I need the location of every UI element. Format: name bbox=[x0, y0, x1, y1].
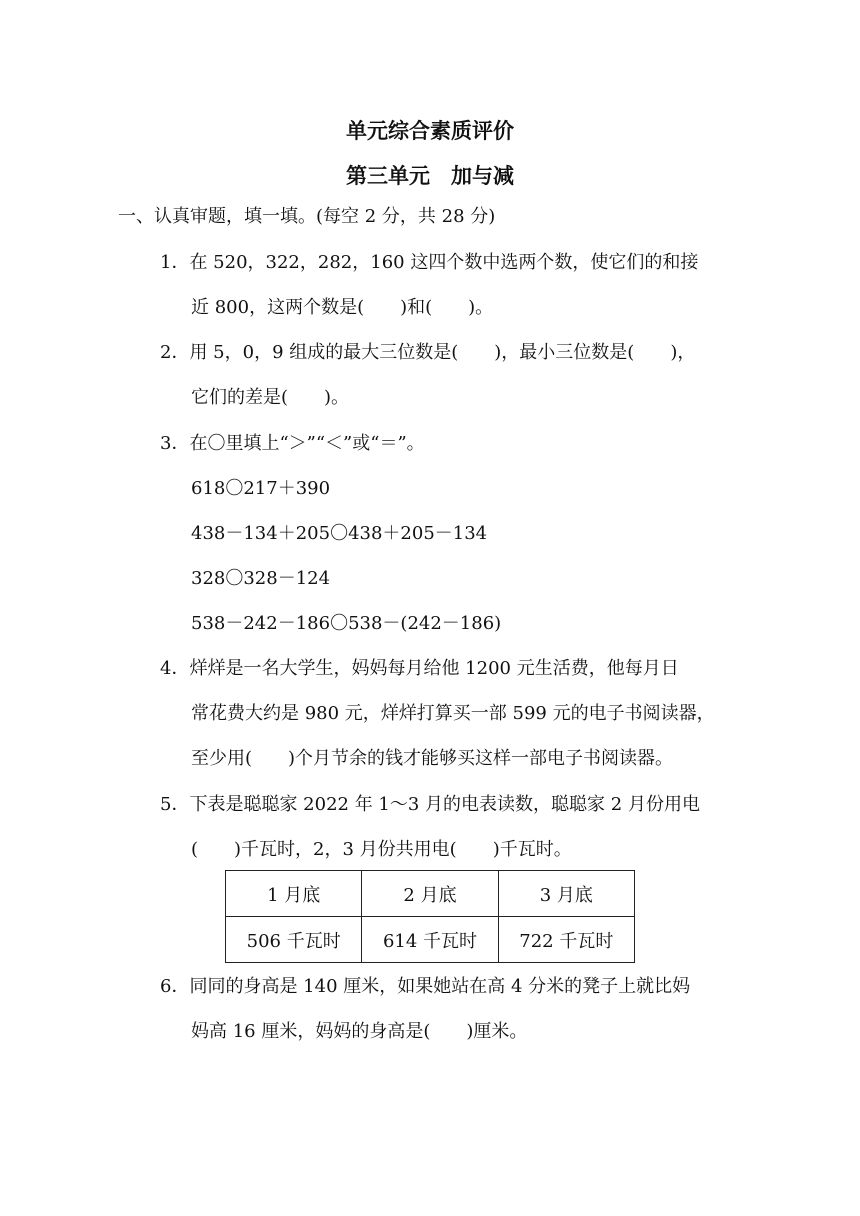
table-cell: 614 千瓦时 bbox=[362, 917, 498, 963]
table-header-cell: 1 月底 bbox=[226, 871, 362, 917]
question-5-line-1: 5．下表是聪聪家 2022 年 1～3 月的电表读数，聪聪家 2 月份用电 bbox=[160, 794, 700, 815]
question-4-line-2: 常花费大约是 980 元，烊烊打算买一部 599 元的电子书阅读器， bbox=[191, 703, 715, 724]
question-2-line-2: 它们的差是( )。 bbox=[191, 387, 350, 408]
question-3-item-2: 438－134＋205〇438＋205－134 bbox=[191, 523, 488, 544]
table-header-row bbox=[226, 871, 635, 917]
question-1-line-1: 1．在 520，322，282，160 这四个数中选两个数，使它们的和接 bbox=[160, 252, 699, 273]
meter-reading-table bbox=[225, 870, 635, 963]
question-4-line-1: 4．烊烊是一名大学生，妈妈每月给他 1200 元生活费，他每月日 bbox=[160, 658, 679, 679]
table-cell: 722 千瓦时 bbox=[498, 917, 634, 963]
table-row bbox=[226, 917, 635, 963]
question-6-line-1: 6．同同的身高是 140 厘米，如果她站在高 4 分米的凳子上就比妈 bbox=[160, 976, 691, 997]
question-6-line-2: 妈高 16 厘米，妈妈的身高是( )厘米。 bbox=[191, 1021, 528, 1042]
question-5-line-2: ( )千瓦时，2，3 月份共用电( )千瓦时。 bbox=[191, 839, 572, 860]
question-3-item-1: 618〇217＋390 bbox=[191, 478, 331, 499]
question-1-line-2: 近 800，这两个数是( )和( )。 bbox=[191, 297, 494, 318]
question-3-item-4: 538－242－186〇538－(242－186) bbox=[191, 613, 502, 634]
table-cell: 506 千瓦时 bbox=[226, 917, 362, 963]
table-header-cell: 2 月底 bbox=[362, 871, 498, 917]
question-2-line-1: 2．用 5，0，9 组成的最大三位数是( )，最小三位数是( )， bbox=[160, 342, 696, 363]
page-subtitle: 第三单元 加与减 bbox=[346, 164, 514, 188]
question-4-line-3: 至少用( )个月节余的钱才能够买这样一部电子书阅读器。 bbox=[191, 748, 674, 769]
table-header-cell: 3 月底 bbox=[498, 871, 634, 917]
question-3-line-1: 3．在〇里填上“＞”“＜”或“＝”。 bbox=[160, 433, 425, 454]
question-3-item-3: 328〇328－124 bbox=[191, 568, 331, 589]
page-title: 单元综合素质评价 bbox=[346, 119, 514, 143]
section-heading: 一、认真审题，填一填。(每空 2 分，共 28 分) bbox=[118, 206, 496, 227]
